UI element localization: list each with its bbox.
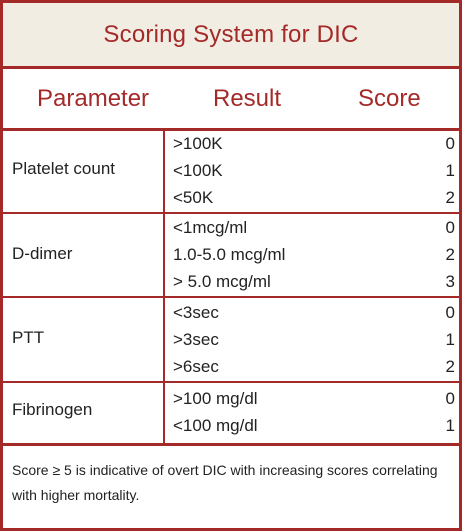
result-value: >100K [173, 134, 223, 153]
score-value: 3 [445, 272, 455, 291]
parameter-label: Fibrinogen [12, 400, 93, 419]
result-value: <50K [173, 188, 214, 207]
score-value: 1 [445, 161, 455, 180]
result-value: <3sec [173, 303, 219, 322]
result-list [173, 385, 258, 439]
table-footer-divider [3, 443, 459, 446]
result-value: > 5.0 mcg/ml [173, 272, 271, 291]
score-value: 2 [445, 245, 455, 264]
score-value: 2 [445, 357, 455, 376]
result-list [173, 130, 223, 211]
table-title: Scoring System for DIC [3, 3, 459, 66]
result-value: <1mcg/ml [173, 218, 248, 237]
score-value: 0 [445, 303, 455, 322]
score-value: 2 [445, 188, 455, 207]
score-value: 0 [445, 389, 455, 408]
score-list [395, 214, 455, 295]
score-value: 0 [445, 218, 455, 237]
column-header-row [3, 66, 459, 131]
parameter-label: Platelet count [12, 159, 116, 178]
result-value: >6sec [173, 357, 219, 376]
footnote: Score ≥ 5 is indicative of overt DIC with increasing scores correlating with higher mortality. [12, 462, 438, 503]
score-value: 0 [445, 134, 455, 153]
parameter-label: D-dimer [12, 244, 73, 263]
result-value: 1.0-5.0 mcg/ml [173, 245, 286, 264]
row-divider [3, 381, 459, 383]
score-list [395, 130, 455, 211]
result-value: >3sec [173, 330, 219, 349]
column-header-result: Result [213, 85, 282, 112]
score-list [395, 385, 455, 439]
result-list [173, 214, 285, 295]
result-value: <100 mg/dl [173, 416, 258, 435]
score-value: 1 [445, 330, 455, 349]
score-value: 1 [445, 416, 455, 435]
column-header-score: Score [358, 85, 421, 112]
result-value: <100K [173, 161, 223, 180]
result-list [173, 299, 219, 380]
result-value: >100 mg/dl [173, 389, 258, 408]
row-divider [3, 296, 459, 298]
score-list [395, 299, 455, 380]
column-header-parameter: Parameter [37, 85, 150, 112]
column-divider [163, 131, 165, 443]
parameter-label: PTT [12, 328, 45, 347]
